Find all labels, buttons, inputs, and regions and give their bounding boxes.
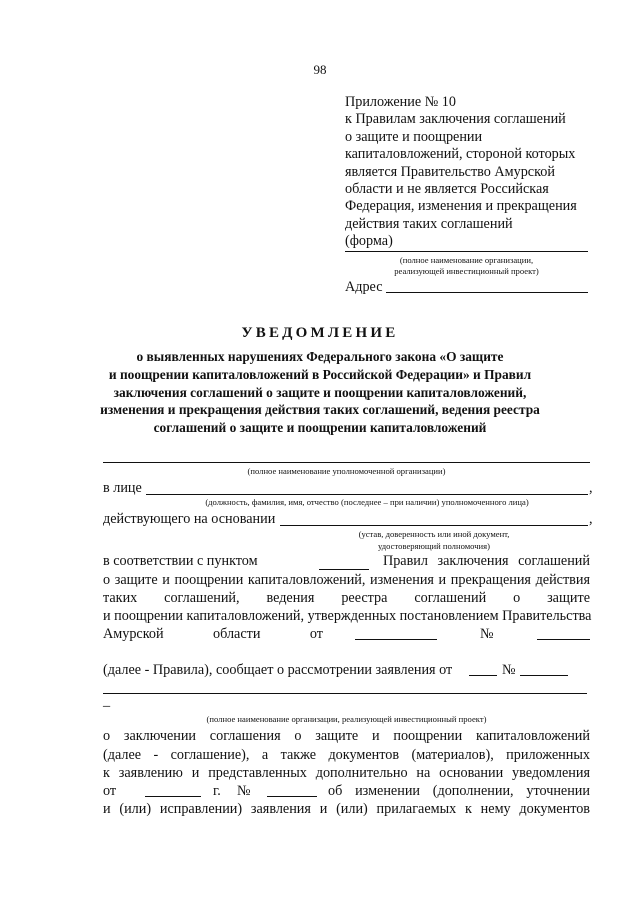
subtitle-line: о выявленных нарушениях Федерального закона «О защите xyxy=(136,349,504,364)
number-sign: № xyxy=(480,626,494,642)
comma: , xyxy=(589,511,593,527)
address-field[interactable] xyxy=(386,292,588,293)
subtitle-line: соглашений о защите и поощрении капиталовложений xyxy=(153,420,487,436)
notice-subtitle xyxy=(95,348,545,437)
investor-name-caption: (полное наименование организации, реализующей инвестиционный проект) xyxy=(206,714,487,724)
page-number: 98 xyxy=(313,62,327,77)
appendix-line: Федерация, изменения и прекращения xyxy=(345,198,577,215)
org-name-caption: (полное наименование организации, xyxy=(399,255,534,265)
investor-name-field[interactable] xyxy=(103,693,587,694)
authority-name-field[interactable] xyxy=(103,462,590,463)
acting-basis-caption: (устав, доверенность или иной документ, xyxy=(358,529,510,539)
notice-date-field[interactable] xyxy=(145,796,201,797)
comma: , xyxy=(589,480,593,496)
acting-basis-caption: удостоверяющий полномочия) xyxy=(378,541,490,551)
body-line: о заключении соглашения о защите и поощрении капиталовложений xyxy=(103,728,590,744)
appendix-line: действия таких соглашений xyxy=(345,215,513,232)
clause-number-field[interactable] xyxy=(319,555,369,570)
resolution-number-field[interactable] xyxy=(537,639,590,640)
acting-basis-field[interactable] xyxy=(280,525,588,526)
notice-number-field[interactable] xyxy=(267,796,317,797)
body-line: к заявлению и представленных дополнительно на основании уведомления xyxy=(103,765,590,781)
in-person-label: в лице xyxy=(103,480,142,496)
org-name-caption: реализующей инвестиционный проект) xyxy=(394,266,539,276)
appendix-line: о защите и поощрении xyxy=(345,128,483,145)
in-person-caption: (должность, фамилия, имя, отчество (последнее – при наличии) уполномоченного лица) xyxy=(205,497,529,507)
appendix-line: области и не является Российская xyxy=(345,181,549,198)
body-text: в соответствии с пунктом xyxy=(103,553,258,569)
body-text: от xyxy=(103,783,117,799)
body-line: (далее - соглашение), а также документов (материалов), приложенных xyxy=(103,747,590,763)
subtitle-line: изменения и прекращения действия таких соглашений, ведения реестра xyxy=(100,402,540,418)
application-number-field[interactable] xyxy=(520,675,568,676)
appendix-heading xyxy=(345,94,615,251)
body-text: Правил заключения соглашений xyxy=(382,553,590,569)
number-sign: № xyxy=(502,662,516,678)
org-name-field[interactable] xyxy=(345,251,588,252)
acting-basis-label: действующего на основании xyxy=(103,511,276,527)
subtitle-line: и поощрении капиталовложений в Российской Федерации» и Правил xyxy=(108,366,532,382)
body-text: Амурской области от xyxy=(103,626,323,642)
appendix-line: к Правилам заключения соглашений xyxy=(345,111,566,128)
body-line: и (или) исправлении) заявления и (или) прилагаемых к нему документов xyxy=(103,801,590,817)
body-text: (далее - Правила), сообщает о рассмотрении заявления от xyxy=(103,662,453,678)
year-abbr: г. xyxy=(213,783,221,799)
body-line: таких соглашений, ведения реестра соглашений о защите xyxy=(103,590,590,606)
number-sign: № xyxy=(237,783,251,799)
form-label: (форма) xyxy=(345,233,393,250)
body-line: и поощрении капиталовложений, утвержденных постановлением Правительства xyxy=(103,608,592,624)
body-line: о защите и поощрении капиталовложений, изменения и прекращения действия xyxy=(103,572,590,588)
authority-caption: (полное наименование уполномоченной организации) xyxy=(247,466,446,476)
appendix-line: Приложение № 10 xyxy=(345,94,456,110)
body-text xyxy=(103,553,305,570)
appendix-line: является Правительство Амурской xyxy=(345,163,555,180)
resolution-date-field[interactable] xyxy=(355,639,437,640)
application-date-field[interactable] xyxy=(469,675,497,676)
appendix-line: капиталовложений, стороной которых xyxy=(345,146,576,163)
address-label: Адрес xyxy=(345,279,383,295)
subtitle-line: заключения соглашений о защите и поощрении капиталовложений, xyxy=(113,384,527,400)
body-line xyxy=(103,553,590,570)
in-person-field[interactable] xyxy=(146,494,588,495)
notice-title: УВЕДОМЛЕНИЕ xyxy=(241,325,399,341)
body-text: об изменении (дополнении, уточнении xyxy=(328,783,590,799)
dash: – xyxy=(103,698,111,714)
